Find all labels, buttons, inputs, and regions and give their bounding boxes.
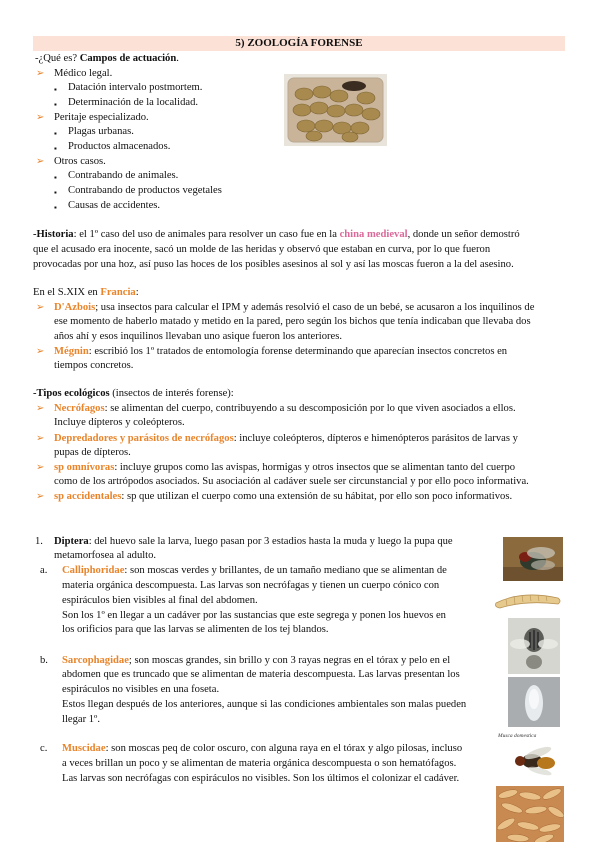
arrow-icon: ➢ <box>36 462 45 473</box>
sarcophagidae-pupa-photo <box>508 677 560 727</box>
family-text: : son moscas peq de color oscuro, con alguna raya en el tórax y algo pilosas, incluso <box>105 743 463 754</box>
tipo-name: sp omnívoras <box>54 462 115 473</box>
sarco-line-2: abdomen que es truncado que se alimentan de materia descompuesta. Las larvas presentan los <box>62 669 460 680</box>
sarco-line-5: llegar 1º. <box>62 714 100 725</box>
historia-text: : el 1º caso del uso de animales para resolver un caso fue en la <box>73 229 340 240</box>
intro-question: -¿Qué es? <box>35 53 78 64</box>
field-label: Peritaje especializado. <box>54 112 149 123</box>
arrow-icon: ➢ <box>36 68 45 79</box>
field-item: Productos almacenados. <box>68 141 171 152</box>
arrow-icon: ➢ <box>36 156 45 167</box>
tipo-line-1 <box>54 432 518 447</box>
bullet-icon: ▪ <box>54 188 57 197</box>
field-label: Médico legal. <box>54 68 113 79</box>
tipos-heading <box>33 387 234 402</box>
bullet-icon: ▪ <box>54 100 57 109</box>
bullet-icon: ▪ <box>54 85 57 94</box>
field-item: Contrabando de productos vegetales <box>68 185 222 196</box>
tipos-rest: (insectos de interés forense): <box>109 388 234 399</box>
diptera-text: : del huevo sale la larva, luego pasan por 3 estadios hasta la muda y luego la pupa que <box>88 536 453 547</box>
calli-line-5: los orificios para que las larvas se alimenten de los tej blandos. <box>62 624 329 635</box>
arrow-icon: ➢ <box>36 403 45 414</box>
historia-line-3: provocadas por una hoz, así puso las hoces de los posibles asesinos al sol y así las moscas fueron a la del asesino. <box>33 259 514 270</box>
sxix-p1-line-3: años ahí y esos inquilinos llevaban uno asique fueron los anteriores. <box>54 331 343 342</box>
tipo-text: : incluye coleópteros, dípteros e himenópteros parásitos de larvas y <box>233 433 518 444</box>
musc-line-3: Las larvas son necrófagas con espiráculos no visibles. Son los últimos el colonizar el cadáver. <box>62 773 460 784</box>
sarco-mark: b. <box>40 655 48 666</box>
family-name: Muscidae <box>62 743 106 754</box>
arrow-icon: ➢ <box>36 433 45 444</box>
tipo-line-1 <box>54 461 515 476</box>
historia-highlight: china medieval <box>339 229 408 240</box>
person-text: ; usa insectos para calcular el IPM y además resolvió el caso de un bebé, se acusaron a los inquilinos de <box>95 302 535 313</box>
family-text: ; son moscas grandes, sin brillo y con 3 rayas negras en el tórax y pelo en el <box>128 655 451 666</box>
calliphoridae-fly-photo <box>503 537 563 581</box>
sxix-p2-line-2: tiempos concretos. <box>54 360 134 371</box>
field-item: Causas de accidentes. <box>68 200 161 211</box>
historia-line-2: que el acusado era inocente, sacó un molde de las heridas y observó que estaban en curva, por lo que fueron <box>33 244 491 255</box>
muscidae-fly-photo <box>496 733 564 783</box>
sxix-heading <box>33 286 139 301</box>
sarco-line-1 <box>62 654 450 669</box>
person-name: D'Azbois <box>54 302 96 313</box>
tipo-line-1 <box>54 402 516 417</box>
historia-text: , donde un señor demostró <box>407 229 520 240</box>
tipos-lead: -Tipos ecológicos <box>33 388 110 399</box>
diptera-name: Diptera <box>54 536 89 547</box>
person-text: : escribió los 1º tratados de entomología forense determinando que aparecían insectos concretos en <box>88 346 508 357</box>
calli-line-3: espiráculos bien visibles al final del abdomen. <box>62 595 258 606</box>
diptera-line-1 <box>54 535 453 550</box>
arrow-icon: ➢ <box>36 346 45 357</box>
tipo-line-2: Incluye dípteros y coleópteros. <box>54 417 185 428</box>
tipo-line-1 <box>54 490 512 505</box>
intro-dot: . <box>176 53 179 64</box>
diptera-number: 1. <box>35 536 43 547</box>
calli-line-2: materia orgánica descompuesta. Las larvas son necrófagas y tienen un cuerpo cónico con <box>62 580 440 591</box>
intro-heading: Campos de actuación <box>79 53 177 64</box>
tipo-text: : incluye grupos como las avispas, hormigas y otros insectos que se alimentan tanto del cuerpo <box>114 462 516 473</box>
calli-line-4: Son los 1º en llegar a un cadáver por las sustancias que este segrega y ponen los huevos en <box>62 610 446 621</box>
sarcophagidae-fly-photo <box>508 618 560 674</box>
sxix-p1-line-2: ese momento de haberlo matado y metido en la pared, pero según los bichos que tenía indicaban que llevaba dos <box>54 316 531 327</box>
sxix-country: Francia <box>100 287 136 298</box>
bullet-icon: ▪ <box>54 203 57 212</box>
sxix-p1-line-1 <box>54 301 534 316</box>
tipo-line-2: como de los artrópodos asociados. Su asociación al cadáver suele ser circunstancial y por ello poco informativa. <box>54 476 529 487</box>
page-title: 5) ZOOLOGÍA FORENSE <box>33 36 565 51</box>
historia-lead: -Historia <box>33 229 74 240</box>
field-item: Contrabando de animales. <box>68 170 179 181</box>
musc-line-2: a veces brillan un poco y se alimentan de materia orgánica descompuesta o son hematófagos. <box>62 758 457 769</box>
field-item: Determinación de la localidad. <box>68 97 199 108</box>
arrow-icon: ➢ <box>36 302 45 313</box>
family-name: Sarcophagidae <box>62 655 129 666</box>
family-name: Calliphoridae <box>62 565 125 576</box>
musc-line-1 <box>62 742 462 757</box>
calli-mark: a. <box>40 565 48 576</box>
bullet-icon: ▪ <box>54 173 57 182</box>
tipo-name: Necrófagos <box>54 403 105 414</box>
field-label: Otros casos. <box>54 156 106 167</box>
sxix-p2-line-1 <box>54 345 507 360</box>
pupae-photo <box>284 74 387 146</box>
arrow-icon: ➢ <box>36 112 45 123</box>
maggots-photo <box>496 786 564 842</box>
person-name: Mégnin <box>54 346 89 357</box>
tipo-name: Depredadores y parásitos de necrófagos <box>54 433 234 444</box>
sxix-text: En el S.XIX en <box>33 287 101 298</box>
larva-photo <box>492 586 564 612</box>
sxix-colon: : <box>135 287 139 298</box>
sarco-line-3: espiráculos no visibles en una foseta. <box>62 684 220 695</box>
tipo-text: : se alimentan del cuerpo, contribuyendo a su descomposición por lo que viven asociados a ellos. <box>104 403 516 414</box>
tipo-text: : sp que utilizan el cuerpo como una extensión de su hábitat, por ello son poco informativos. <box>121 491 513 502</box>
calli-line-1 <box>62 564 447 579</box>
diptera-line-2: metamorfosea al adulto. <box>54 550 157 561</box>
field-item: Plagas urbanas. <box>68 126 134 137</box>
family-text: : son moscas verdes y brillantes, de un tamaño mediano que se alimentan de <box>124 565 447 576</box>
tipo-name: sp accidentales <box>54 491 122 502</box>
photo-caption: Musca domestica <box>498 733 537 739</box>
musc-mark: c. <box>40 743 48 754</box>
tipo-line-2: pupas de dípteros. <box>54 447 131 458</box>
historia-line-1 <box>33 228 520 243</box>
bullet-icon: ▪ <box>54 144 57 153</box>
bullet-icon: ▪ <box>54 129 57 138</box>
field-item: Datación intervalo postmortem. <box>68 82 203 93</box>
sarco-line-4: Estos llegan después de los anteriores, aunque si las condiciones ambientales son malas pueden <box>62 699 467 710</box>
intro-line <box>35 52 179 67</box>
arrow-icon: ➢ <box>36 491 45 502</box>
